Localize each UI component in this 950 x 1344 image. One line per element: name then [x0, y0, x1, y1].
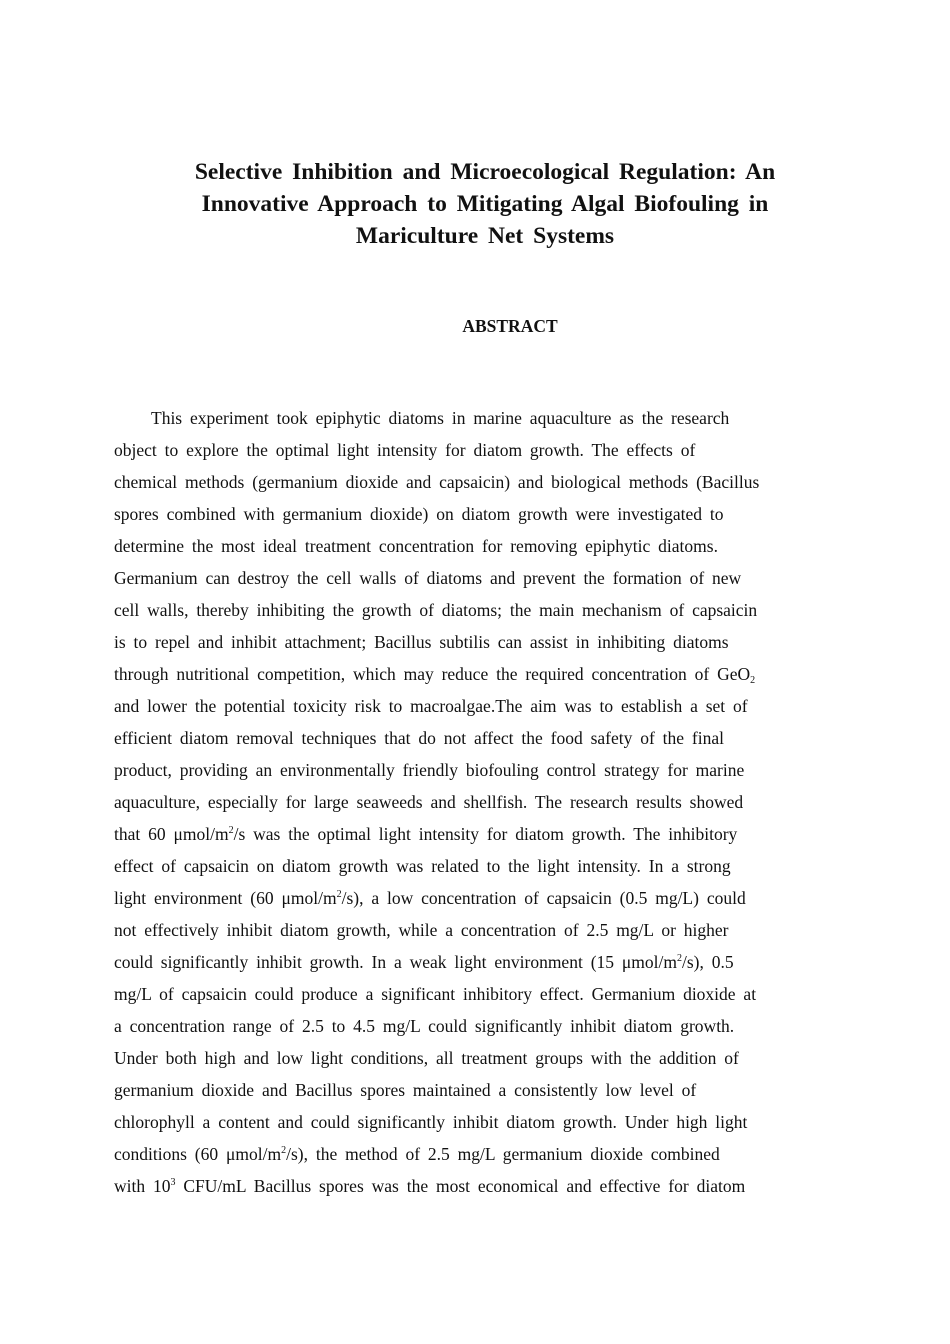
abstract-line: mg/L of capsaicin could produce a significant inhibitory effect. Germanium dioxide at: [114, 984, 757, 1004]
abstract-line: not effectively inhibit diatom growth, while a concentration of 2.5 mg/L or higher: [114, 920, 729, 940]
abstract-body: [114, 402, 834, 1202]
title-line: Innovative Approach to Mitigating Algal Biofouling in: [201, 191, 769, 217]
abstract-text-segment: through nutritional competition, which may reduce the required concentration of GeO: [114, 664, 751, 684]
abstract-line: efficient diatom removal techniques that do not affect the food safety of the final: [114, 728, 725, 748]
title-line: Mariculture Net Systems: [355, 223, 615, 249]
paper-title: [150, 156, 820, 252]
abstract-text-segment: /s was the optimal light intensity for diatom growth. The inhibitory: [233, 824, 738, 844]
abstract-line: is to repel and inhibit attachment; Bacillus subtilis can assist in inhibiting diatoms: [114, 632, 729, 652]
abstract-line: determine the most ideal treatment concentration for removing epiphytic diatoms.: [114, 536, 718, 556]
abstract-text-segment: /s), a low concentration of capsaicin (0.5 mg/L) could: [341, 888, 746, 908]
abstract-line: a concentration range of 2.5 to 4.5 mg/L could significantly inhibit diatom growth.: [114, 1016, 735, 1036]
abstract-line: object to explore the optimal light intensity for diatom growth. The effects of: [114, 440, 696, 460]
abstract-line: [114, 1170, 834, 1202]
abstract-line: [114, 658, 834, 690]
abstract-line: [114, 818, 834, 850]
abstract-line: This experiment took epiphytic diatoms in marine aquaculture as the research: [151, 408, 730, 428]
abstract-line: product, providing an environmentally friendly biofouling control strategy for marine: [114, 760, 745, 780]
abstract-line: and lower the potential toxicity risk to macroalgae.The aim was to establish a set of: [114, 696, 748, 716]
abstract-line: Germanium can destroy the cell walls of diatoms and prevent the formation of new: [114, 568, 742, 588]
abstract-heading: ABSTRACT: [462, 316, 558, 336]
abstract-line: [114, 946, 834, 978]
subscript: 2: [750, 675, 756, 686]
abstract-text-segment: conditions (60 μmol/m: [114, 1144, 282, 1164]
superscript: 2: [676, 953, 682, 964]
abstract-text-segment: /s), the method of 2.5 mg/L germanium dioxide combined: [286, 1144, 720, 1164]
abstract-line: spores combined with germanium dioxide) on diatom growth were investigated to: [114, 504, 724, 524]
abstract-line: [114, 1138, 834, 1170]
superscript: 2: [336, 889, 342, 900]
abstract-text-segment: with 10: [114, 1176, 171, 1196]
abstract-line: chemical methods (germanium dioxide and capsaicin) and biological methods (Bacillus: [114, 472, 760, 492]
abstract-line: cell walls, thereby inhibiting the growth of diatoms; the main mechanism of capsaicin: [114, 600, 758, 620]
superscript: 3: [170, 1177, 176, 1188]
abstract-text-segment: light environment (60 μmol/m: [114, 888, 337, 908]
abstract-line: effect of capsaicin on diatom growth was related to the light intensity. In a strong: [114, 856, 731, 876]
superscript: 2: [228, 825, 234, 836]
abstract-line: germanium dioxide and Bacillus spores maintained a consistently low level of: [114, 1080, 697, 1100]
abstract-line: chlorophyll a content and could significantly inhibit diatom growth. Under high light: [114, 1112, 748, 1132]
abstract-text-segment: that 60 μmol/m: [114, 824, 229, 844]
superscript: 2: [281, 1145, 287, 1156]
abstract-text-segment: /s), 0.5: [681, 952, 734, 972]
title-line: Selective Inhibition and Microecological Regulation: An: [194, 159, 776, 185]
abstract-line: aquaculture, especially for large seaweeds and shellfish. The research results showed: [114, 792, 744, 812]
abstract-line: [114, 882, 834, 914]
abstract-text-segment: CFU/mL Bacillus spores was the most economical and effective for diatom: [175, 1176, 746, 1196]
abstract-line: Under both high and low light conditions, all treatment groups with the addition of: [114, 1048, 739, 1068]
abstract-text-segment: could significantly inhibit growth. In a weak light environment (15 μmol/m: [114, 952, 677, 972]
